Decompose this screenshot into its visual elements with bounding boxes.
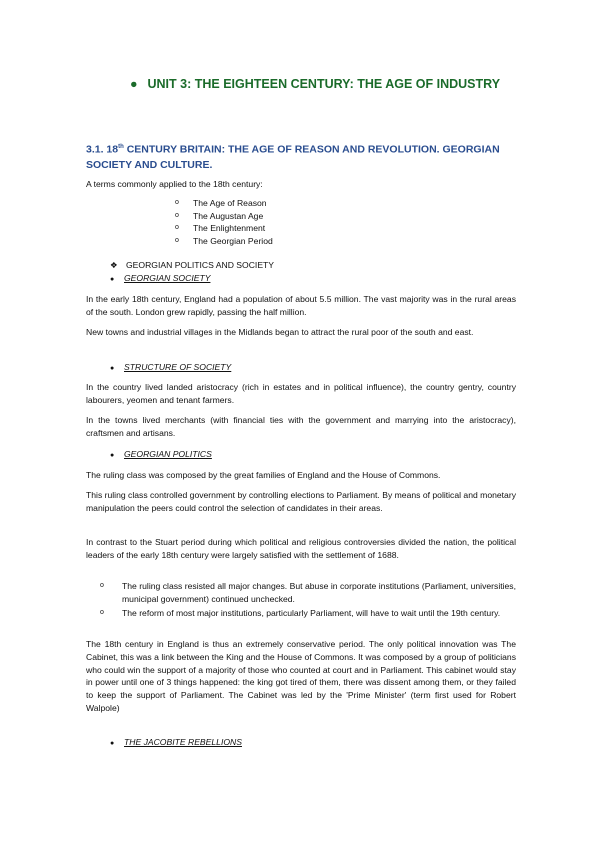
section-sup: th	[118, 144, 124, 150]
diamond-icon: ❖	[110, 260, 118, 270]
jacobite-heading	[110, 736, 242, 750]
paragraph-ruling-class: The ruling class was composed by the great families of England and the House of Commons.	[86, 470, 441, 480]
terms-list	[175, 197, 273, 247]
heading-text: GEORGIAN POLITICS AND SOCIETY	[126, 260, 275, 270]
paragraph-country: In the country lived landed aristocracy (rich in estates and in political influence), the country gentry, country labourers, yeomen and tenant farmers.	[86, 382, 516, 405]
politics-society-heading	[110, 259, 274, 271]
section-title	[86, 140, 526, 173]
list-item: o The Age of Reason	[175, 197, 273, 210]
heading-text: THE JACOBITE REBELLIONS	[124, 737, 242, 747]
paragraph-stuart: In contrast to the Stuart period during which political and religious controversies divided the nation, the political leaders of the early 18th century were largely satisfied with the settlement of 1688.	[86, 537, 516, 560]
list-item: o The reform of most major institutions, particularly Parliament, will have to wait until the 19th century.	[100, 607, 516, 620]
list-item: o The ruling class resisted all major changes. But abuse in corporate institutions (Parliament, universities, municipal government) continued unchecked.	[100, 580, 516, 606]
section-number: 3.1. 18	[86, 143, 119, 156]
structure-society-heading	[110, 361, 231, 375]
paragraph-control: This ruling class controlled government by controlling elections to Parliament. By means of political and monetary manipulation the peers could control the selection of candidates in their areas.	[86, 490, 516, 513]
intro-text: A terms commonly applied to the 18th century:	[86, 179, 263, 189]
bullet-icon: ●	[110, 452, 115, 459]
unit-title-text: UNIT 3: THE EIGHTEEN CENTURY: THE AGE OF INDUSTRY	[147, 77, 501, 91]
bullet-icon: ●	[129, 77, 138, 91]
heading-text: GEORGIAN POLITICS	[124, 449, 212, 459]
georgian-society-heading	[110, 272, 210, 286]
bullet-icon: ●	[110, 740, 115, 747]
list-item: o The Augustan Age	[175, 210, 273, 223]
paragraph-towns: In the towns lived merchants (with financial ties with the government and marrying into the aristocracy), craftsmen and artisans.	[86, 415, 516, 438]
list-item: o The Georgian Period	[175, 235, 273, 248]
list-item: o The Enlightenment	[175, 222, 273, 235]
georgian-politics-heading	[110, 448, 212, 462]
heading-text: GEORGIAN SOCIETY	[124, 273, 211, 283]
bullet-icon: ●	[110, 365, 115, 372]
bullet-icon: ●	[110, 276, 115, 283]
section-title-text: CENTURY BRITAIN: THE AGE OF REASON AND REVOLUTION. GEORGIAN SOCIETY AND CULTURE.	[86, 143, 500, 171]
unit-title	[120, 76, 510, 92]
heading-text: STRUCTURE OF SOCIETY	[124, 362, 232, 372]
paragraph-cabinet: The 18th century in England is thus an extremely conservative period. The only political innovation was The Cabinet, this was a link between the King and the House of Commons. It was composed by a group of politicians who could win the support of a majority of those who counted at court and in Parliament. This cabinet would stay in power until one of 3 things happened: the king got tired of them, there was dissent among them, or they failed to keep the support of Parliament. The Cabinet was led by the 'Prime Minister' (term first used for Robert Walpole)	[86, 639, 516, 713]
paragraph-population: In the early 18th century, England had a population of about 5.5 million. The vast majority was in the rural areas of the south. London grew rapidly, passing the half million.	[86, 294, 516, 317]
paragraph-new-towns: New towns and industrial villages in the Midlands began to attract the rural poor of the south and east.	[86, 327, 474, 337]
changes-list	[100, 580, 516, 620]
